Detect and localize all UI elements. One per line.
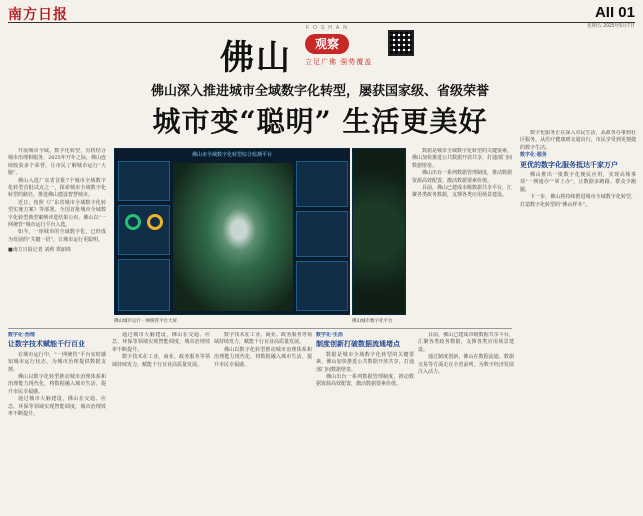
- dashboard-panel: [118, 161, 170, 201]
- dashboard-panel: [296, 261, 348, 311]
- section-label: 数字化·治理: [8, 332, 35, 338]
- page-info: [587, 4, 635, 29]
- section-label: 数字化·生活: [316, 332, 343, 338]
- photo-caption-left: 佛山城市运行一网统管平台大屏: [114, 319, 177, 324]
- body-paragraph: 佛山出台一系列数据管理制度，推动数据资源高效配置，激活数据要素价值。: [412, 170, 512, 184]
- article-column-right: [520, 130, 636, 510]
- fold-divider: [8, 328, 512, 329]
- section-badge: 观察: [305, 34, 349, 54]
- section-pinyin: FOSHAN: [306, 25, 351, 31]
- body-paragraph: 下一步，佛山将持续推进城市全域数字化转型，打造数字化转型的“佛山样本”。: [520, 194, 636, 208]
- section-heading: 让数字技术赋能千行百业: [8, 340, 85, 349]
- body-paragraph: 数据是城市全域数字化转型的关键要素，佛山加快推进公共数据开放共享，打通部门间数据壁垒。: [412, 148, 512, 169]
- issue-date: 星期五 2025年5月7日: [586, 23, 635, 29]
- article-subhead: 佛山深入推进城市全域数字化转型，屡获国家级、省级荣誉: [150, 84, 489, 99]
- body-paragraph: 在城市运行中，“一网统管”平台实时感知城市运行状态，为城市治理提供数据支撑。: [8, 351, 106, 373]
- body-paragraph: 佛山推出一批数字化便民应用，实现高频事项“一网通办”“掌上办”，让数据多跑路、群众少跑腿。: [520, 172, 636, 193]
- page-number: AII 01: [594, 4, 635, 21]
- body-paragraph: 佛山以数字化转型推动城市治理体系和治理能力现代化，将数据融入城市生活，提升市民幸福感。: [8, 374, 106, 395]
- intro-paragraph: 如今，一座城市的全域数字化，已经成为发展的“关键一招”，让城市运行更聪明。: [8, 229, 106, 243]
- body-paragraph: 数字技术在工业、商业、政务服务等领域持续发力，赋能千行百业高质量发展。: [214, 332, 312, 346]
- newspaper-name: 南方日报: [8, 7, 68, 23]
- intro-paragraph: 近日，按照《广东省城市全域数字化转型实施方案》等部署，全国首批城市全域数字化转型典型案例评选结果公布，佛山以“一网统管”城市运行平台入选。: [8, 199, 106, 229]
- dashboard-panel: [118, 205, 170, 255]
- body-paragraph: 数字技术在工业、商业、政务服务等领域持续发力，赋能千行百业高质量发展。: [112, 354, 210, 368]
- dashboard-panel: [296, 211, 348, 257]
- intro-column: [8, 148, 106, 318]
- byline: ■南方日报记者 刘莉 郑丽珠: [8, 247, 71, 254]
- section1-column: [112, 332, 210, 512]
- section-label: 数字化·服务: [520, 152, 547, 159]
- section2-column: [316, 332, 414, 512]
- body-paragraph: 通过制度创新，佛山在数据流通、数据交易等方面走在全省前列，为数字经济发展注入活力。: [418, 354, 514, 376]
- intro-paragraph: 开展城市全域、数字化转型，有机结合城市治理和服务，2025年开年之际，佛山连续收获多个荣誉，让市民了解城市运行“大脑”。: [8, 148, 106, 177]
- gauge-icon: [147, 214, 163, 230]
- dashboard-panel: [118, 259, 170, 311]
- gauge-icon: [125, 214, 141, 230]
- body-paragraph: 佛山以数字化转型推动城市治理体系和治理能力现代化，将数据融入城市生活，提升市民幸福感。: [214, 346, 312, 368]
- section2-column: [418, 332, 514, 512]
- section1-column: [8, 332, 106, 512]
- body-paragraph: 通过城市大脑建设，佛山在交通、应急、环保等领域实现智能调度，城市治理效率不断提升。: [8, 396, 106, 418]
- body-paragraph: 通过城市大脑建设，佛山在交通、应急、环保等领域实现智能调度，城市治理效率不断提升。: [112, 332, 210, 353]
- dashboard-photo: [114, 148, 350, 315]
- qr-code-icon: [388, 30, 414, 56]
- article-column: [412, 148, 512, 318]
- section-slogan: 立足广佛 强势覆盖: [305, 58, 373, 66]
- dashboard-panel: [296, 161, 348, 207]
- city-map: [173, 163, 293, 311]
- body-paragraph: 数字化服务正在深入市民生活，从政务办事到社区服务，从医疗健康到交通出行，市民享受到更便捷的数字生活。: [520, 130, 636, 151]
- body-paragraph: 数据是城市全域数字化转型的关键要素，佛山加快推进公共数据开放共享，打通部门间数据壁垒。: [316, 351, 414, 373]
- photo-caption-right: 佛山城市数字化平台: [352, 319, 393, 324]
- article-headline: 城市变“聪明” 生活更美好: [152, 105, 488, 138]
- dashboard-title: 佛山市全域数字化转型综合监测平台: [191, 152, 272, 158]
- section-title: 佛山: [220, 38, 292, 78]
- body-paragraph: 佛山出台一系列数据管理制度，推动数据资源高效配置，激活数据要素价值。: [316, 374, 414, 388]
- section1-column: [214, 332, 312, 512]
- map-photo: [352, 148, 406, 315]
- section-heading: 更优的数字化服务抵达千家万户: [520, 160, 618, 169]
- body-paragraph: 目前，佛山已建成市级数据共享平台，汇聚各类政务数据，支撑各类应用场景建设。: [418, 332, 514, 353]
- masthead-rule: [8, 22, 635, 23]
- body-paragraph: 目前，佛山已建成市级数据共享平台，汇聚各类政务数据，支撑各类应用场景建设。: [412, 185, 512, 199]
- section-heading: 制度创新打破数据流通堵点: [316, 340, 400, 349]
- intro-paragraph: 佛山入选广东省首批7个城市全域数字化转型首批试点之一，探索城市全域数字化转型的路径，推进佛山建设智慧城市。: [8, 177, 106, 199]
